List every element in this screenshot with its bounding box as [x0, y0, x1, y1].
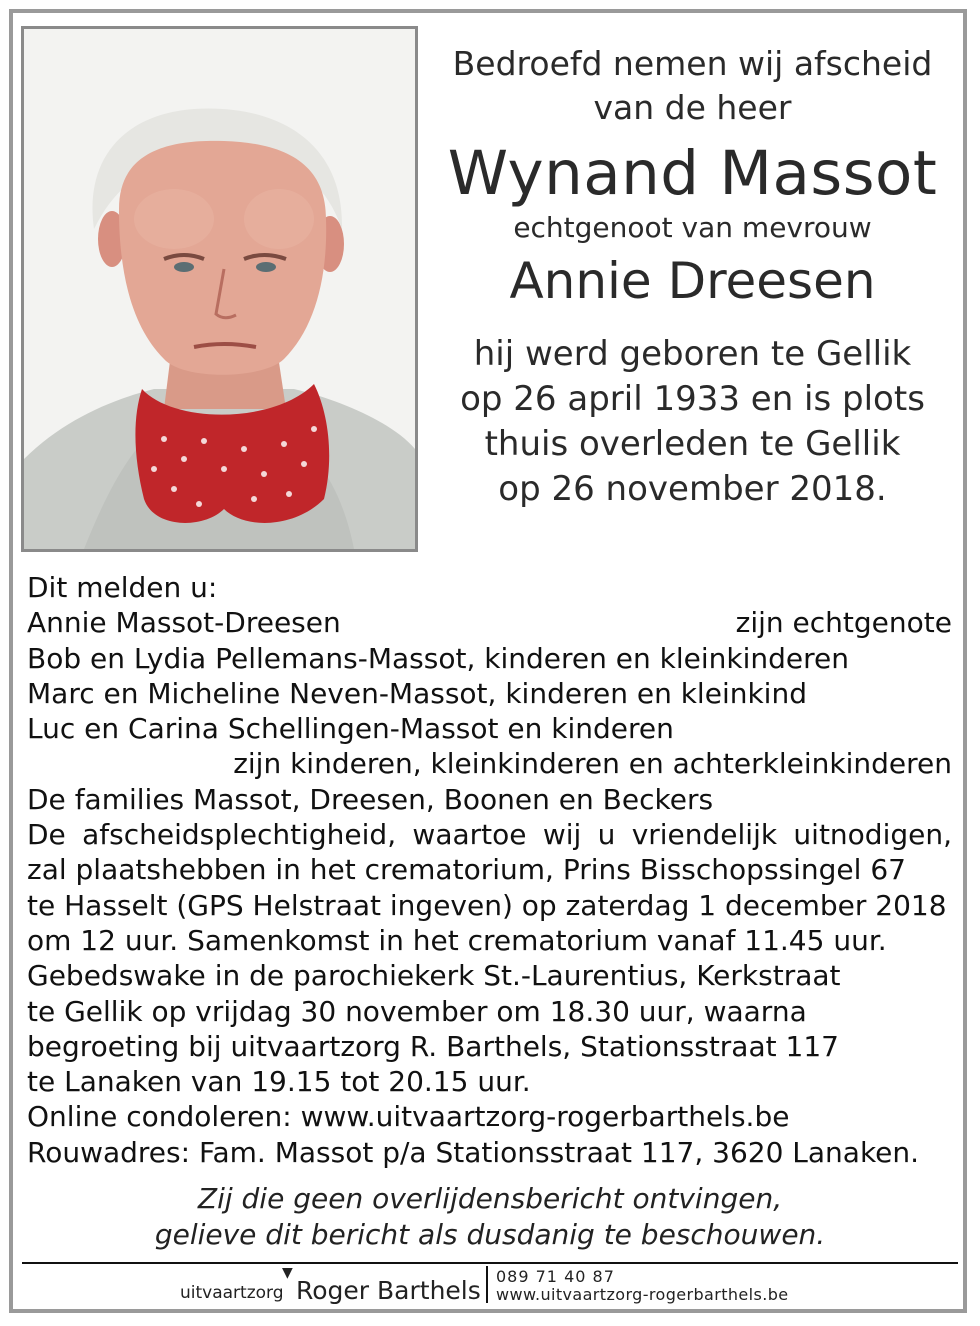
- closing-line-1: Zij die geen overlijdensbericht ontvingen,: [197, 1182, 783, 1215]
- family-member-role: zijn echtgenote: [735, 606, 952, 640]
- announcement-lead: Dit melden u:: [27, 571, 218, 604]
- birth-line: thuis overleden te Gellik: [484, 424, 901, 464]
- birth-line: hij werd geboren te Gellik: [473, 334, 912, 374]
- family-row: Marc en Micheline Neven-Massot, kinderen en kleinkind: [27, 676, 807, 710]
- intro-line-1: Bedroefd nemen wij afscheid: [452, 44, 933, 83]
- footer-divider: [22, 1262, 958, 1264]
- family-row: Luc en Carina Schellingen-Massot en kinderen: [27, 712, 674, 746]
- grandchildren-line: zijn kinderen, kleinkinderen en achterkleinkinderen: [233, 747, 952, 781]
- family-row-spouse: [27, 605, 952, 640]
- spouse-name: Annie Dreesen: [509, 252, 876, 310]
- ceremony-line: te Gellik op vrijdag 30 november om 18.30 uur, waarna: [27, 994, 807, 1028]
- deceased-name: Wynand Massot: [447, 138, 938, 209]
- footer-separator: [486, 1266, 488, 1303]
- closing-line-2: gelieve dit bericht als dusdanig te beschouwen.: [154, 1218, 826, 1251]
- announcement-body: [27, 570, 952, 1170]
- header-block: [440, 42, 945, 512]
- footer-label: uitvaartzorg: [180, 1283, 284, 1303]
- relation-text: echtgenoot van mevrouw: [513, 211, 872, 244]
- footer-phone: 089 71 40 87: [496, 1267, 615, 1286]
- triangle-down-icon: ▼: [282, 1265, 293, 1281]
- intro-line-2: van de heer: [593, 88, 792, 127]
- closing-note: [20, 1181, 960, 1253]
- ceremony-line: Gebedswake in de parochiekerk St.-Laurentius, Kerkstraat: [27, 959, 841, 993]
- ceremony-line: zal plaatshebben in het crematorium, Prins Bisschopssingel 67: [27, 853, 906, 887]
- ceremony-line: begroeting bij uitvaartzorg R. Barthels, Stationsstraat 117: [27, 1029, 839, 1063]
- ceremony-line: om 12 uur. Samenkomst in het crematorium vanaf 11.45 uur.: [27, 923, 887, 957]
- birth-details: [440, 332, 945, 512]
- ceremony-line: De afscheidsplechtigheid, waartoe wij u vriendelijk uitnodigen,: [27, 818, 952, 852]
- ceremony-line: te Hasselt (GPS Helstraat ingeven) op zaterdag 1 december 2018: [27, 888, 947, 922]
- families-line: De families Massot, Dreesen, Boonen en Beckers: [27, 782, 714, 816]
- condolence-line: Online condoleren: www.uitvaartzorg-rogerbarthels.be: [27, 1100, 790, 1134]
- family-member-name: Annie Massot-Dreesen: [27, 606, 341, 640]
- footer: [0, 1266, 980, 1306]
- ceremony-line: te Lanaken van 19.15 tot 20.15 uur.: [27, 1065, 531, 1099]
- birth-line: op 26 november 2018.: [498, 469, 887, 509]
- portrait-photo: [21, 26, 418, 552]
- mourning-address-line: Rouwadres: Fam. Massot p/a Stationsstraat 117, 3620 Lanaken.: [27, 1135, 920, 1169]
- birth-line: op 26 april 1933 en is plots: [460, 379, 925, 419]
- footer-website[interactable]: www.uitvaartzorg-rogerbarthels.be: [496, 1285, 789, 1304]
- footer-company-name: Roger Barthels: [296, 1276, 481, 1305]
- family-row: Bob en Lydia Pellemans-Massot, kinderen en kleinkinderen: [27, 641, 850, 675]
